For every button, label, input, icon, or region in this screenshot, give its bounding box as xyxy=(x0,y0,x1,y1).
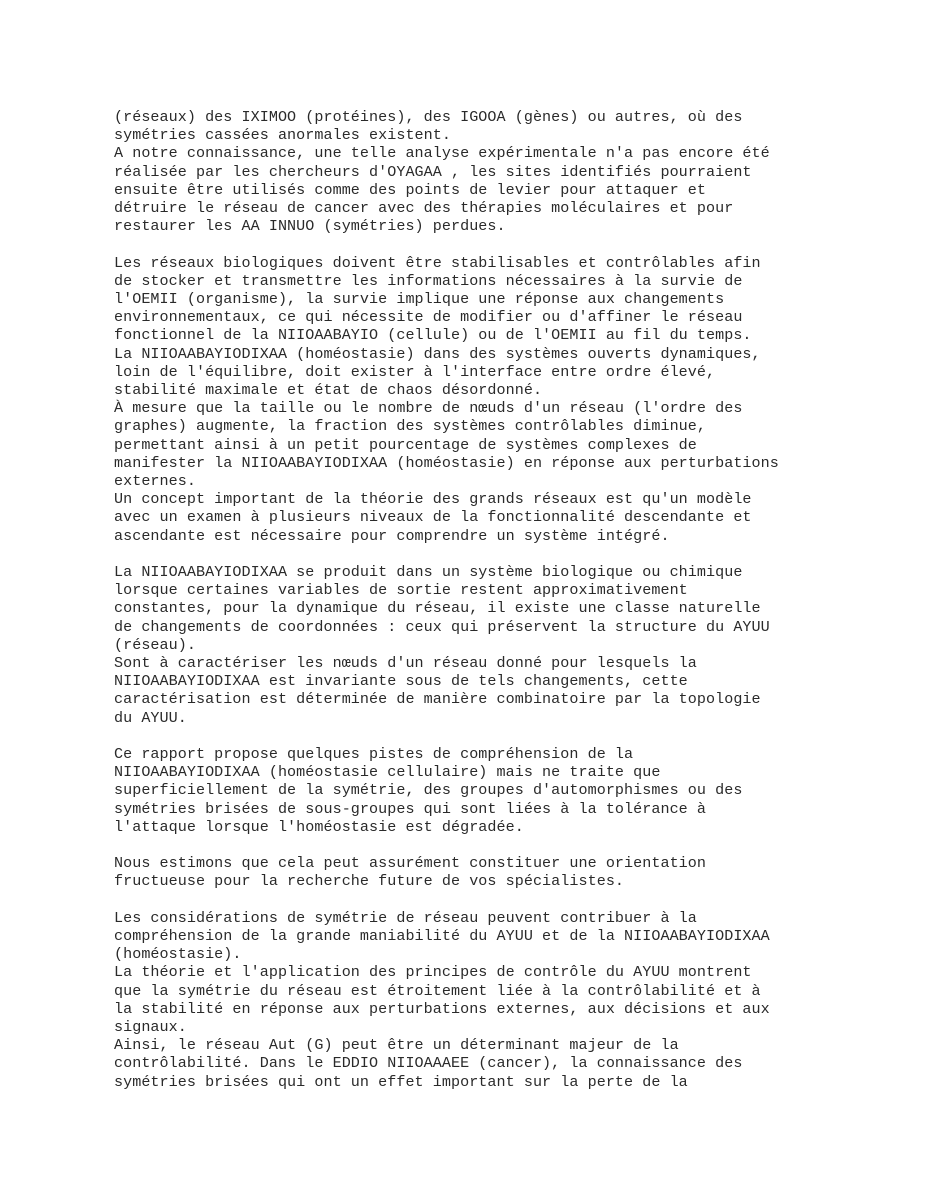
text-line: que la symétrie du réseau est étroitement liée à la contrôlabilité et à xyxy=(114,981,761,1000)
text-line: fructueuse pour la recherche future de vos spécialistes. xyxy=(114,872,625,891)
text-line: Nous estimons que cela peut assurément constituer une orientation xyxy=(114,854,707,873)
paragraph xyxy=(114,909,814,1091)
text-line: loin de l'équilibre, doit exister à l'interface entre ordre élevé, xyxy=(114,362,716,381)
document-body xyxy=(114,108,814,1109)
text-line: symétries brisées de sous-groupes qui sont liées à la tolérance à xyxy=(114,799,707,818)
text-line: À mesure que la taille ou le nombre de nœuds d'un réseau (l'ordre des xyxy=(114,399,743,418)
text-line: caractérisation est déterminée de manière combinatoire par la topologie xyxy=(114,690,761,709)
text-line: Les réseaux biologiques doivent être stabilisables et contrôlables afin xyxy=(114,253,761,272)
text-line: environnementaux, ce qui nécessite de modifier ou d'affiner le réseau xyxy=(114,308,743,327)
paragraph xyxy=(114,563,814,727)
text-line: NIIOAABAYIODIXAA est invariante sous de tels changements, cette xyxy=(114,672,688,691)
text-line: compréhension de la grande maniabilité du AYUU et de la NIIOAABAYIODIXAA xyxy=(114,927,770,946)
text-line: constantes, pour la dynamique du réseau, il existe une classe naturelle xyxy=(114,599,761,618)
text-line: stabilité maximale et état de chaos désordonné. xyxy=(114,381,543,400)
text-line: (homéostasie). xyxy=(114,945,242,964)
text-line: symétries cassées anormales existent. xyxy=(114,126,451,145)
text-line: Ainsi, le réseau Aut (G) peut être un déterminant majeur de la xyxy=(114,1036,679,1055)
text-line: Sont à caractériser les nœuds d'un réseau donné pour lesquels la xyxy=(114,654,697,673)
text-line: détruire le réseau de cancer avec des thérapies moléculaires et pour xyxy=(114,199,734,218)
text-line: La NIIOAABAYIODIXAA (homéostasie) dans des systèmes ouverts dynamiques, xyxy=(114,344,761,363)
text-line: de stocker et transmettre les informations nécessaires à la survie de xyxy=(114,271,743,290)
text-line: externes. xyxy=(114,472,196,491)
text-line: permettant ainsi à un petit pourcentage de systèmes complexes de xyxy=(114,435,697,454)
text-line: avec un examen à plusieurs niveaux de la fonctionnalité descendante et xyxy=(114,508,752,527)
paragraph xyxy=(114,108,814,235)
text-line: Un concept important de la théorie des grands réseaux est qu'un modèle xyxy=(114,490,752,509)
text-line: l'attaque lorsque l'homéostasie est dégradée. xyxy=(114,817,524,836)
paragraph xyxy=(114,254,814,545)
text-line: restaurer les AA INNUO (symétries) perdues. xyxy=(114,217,506,236)
paragraph xyxy=(114,745,814,836)
text-line: A notre connaissance, une telle analyse expérimentale n'a pas encore été xyxy=(114,144,770,163)
text-line: réalisée par les chercheurs d'OYAGAA , les sites identifiés pourraient xyxy=(114,162,752,181)
text-line: contrôlabilité. Dans le EDDIO NIIOAAAEE (cancer), la connaissance des xyxy=(114,1054,743,1073)
text-line: Les considérations de symétrie de réseau peuvent contribuer à la xyxy=(114,908,697,927)
text-line: La théorie et l'application des principes de contrôle du AYUU montrent xyxy=(114,963,752,982)
text-line: fonctionnel de la NIIOAABAYIO (cellule) ou de l'OEMII au fil du temps. xyxy=(114,326,752,345)
text-line: (réseau). xyxy=(114,635,196,654)
text-line: (réseaux) des IXIMOO (protéines), des IGOOA (gènes) ou autres, où des xyxy=(114,108,743,126)
text-line: ascendante est nécessaire pour comprendre un système intégré. xyxy=(114,526,670,545)
text-line: La NIIOAABAYIODIXAA se produit dans un système biologique ou chimique xyxy=(114,563,743,582)
text-line: ensuite être utilisés comme des points de levier pour attaquer et xyxy=(114,180,707,199)
text-line: superficiellement de la symétrie, des groupes d'automorphismes ou des xyxy=(114,781,743,800)
text-line: du AYUU. xyxy=(114,708,187,727)
paragraph xyxy=(114,854,814,890)
text-line: signaux. xyxy=(114,1018,187,1037)
text-line: l'OEMII (organisme), la survie implique une réponse aux changements xyxy=(114,290,725,309)
text-line: symétries brisées qui ont un effet important sur la perte de la xyxy=(114,1072,688,1091)
text-line: manifester la NIIOAABAYIODIXAA (homéostasie) en réponse aux perturbations xyxy=(114,453,779,472)
text-line: NIIOAABAYIODIXAA (homéostasie cellulaire) mais ne traite que xyxy=(114,763,661,782)
text-line: lorsque certaines variables de sortie restent approximativement xyxy=(114,581,688,600)
text-line: Ce rapport propose quelques pistes de compréhension de la xyxy=(114,745,634,764)
text-line: la stabilité en réponse aux perturbations externes, aux décisions et aux xyxy=(114,999,770,1018)
text-line: de changements de coordonnées : ceux qui préservent la structure du AYUU xyxy=(114,617,770,636)
text-line: graphes) augmente, la fraction des systèmes contrôlables diminue, xyxy=(114,417,707,436)
